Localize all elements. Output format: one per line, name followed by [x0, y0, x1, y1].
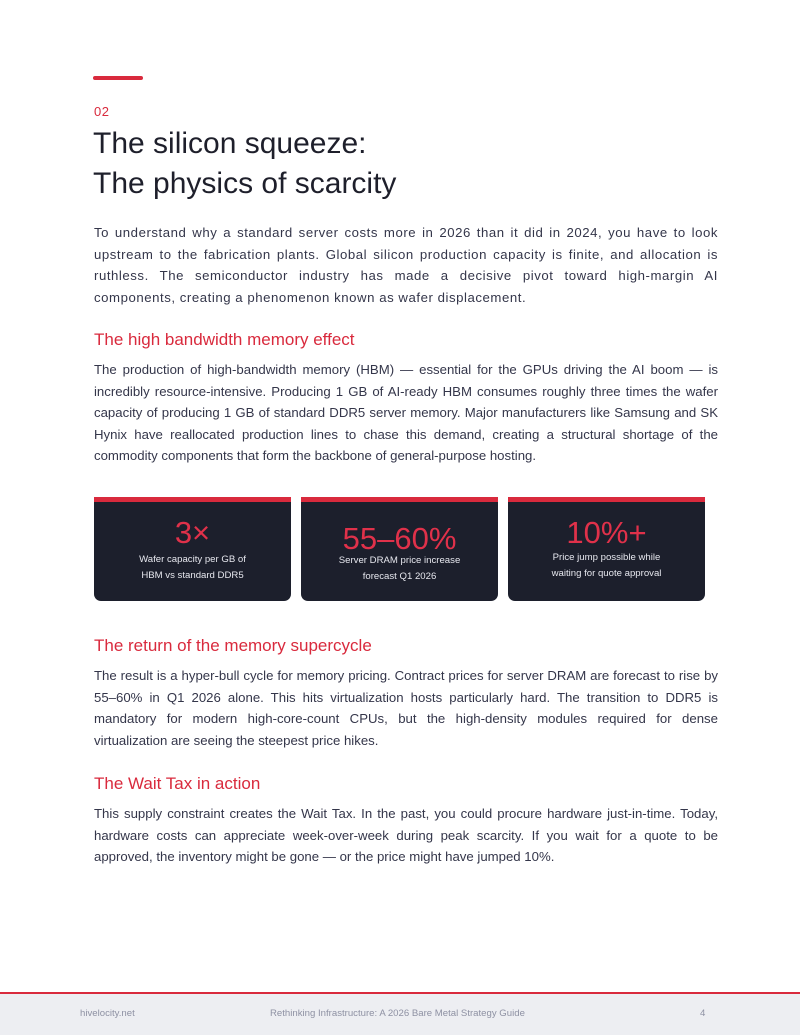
- stat-cards: [94, 497, 706, 601]
- title-line-2: The physics of scarcity: [93, 167, 397, 200]
- stat-caption: Price jump possible while waiting for quote approval: [551, 552, 662, 579]
- stat-card: [301, 497, 498, 601]
- stat-value: 3×: [174, 515, 211, 550]
- stat-caption: Wafer capacity per GB of HBM vs standard DDR5: [139, 554, 246, 581]
- supercycle-paragraph: The result is a hyper-bull cycle for memory pricing. Contract prices for server DRAM are forecast to rise by 55–60% in Q1 2026 alone. This hits virtualization hosts particularly hard. The transition to DDR5 is mandatory for modern high-core-count CPUs, but the high-density modules required for dense virtualization are seeing the steepest price hikes.: [94, 668, 718, 748]
- stat-card: [94, 497, 291, 601]
- supercycle-heading: The return of the memory supercycle: [94, 636, 372, 655]
- stat-value: 55–60%: [342, 521, 457, 556]
- stat-value: 10%+: [566, 515, 647, 550]
- footer-page-number: 4: [700, 1008, 706, 1019]
- wait-tax-paragraph: This supply constraint creates the Wait Tax. In the past, you could procure hardware just-in-time. Today, hardware costs can appreciate week-over-week during peak scarcity. If you wait for a quote to be approved, the inventory might be gone — or the price might have jumped 10%.: [94, 806, 718, 864]
- section-number: 02: [94, 104, 110, 119]
- page-title: [93, 124, 733, 204]
- footer-site-link[interactable]: hivelocity.net: [80, 1008, 135, 1019]
- page-footer: [0, 992, 800, 1035]
- footer-document-title: Rethinking Infrastructure: A 2026 Bare Metal Strategy Guide: [270, 1008, 525, 1019]
- hbm-paragraph: The production of high-bandwidth memory (HBM) — essential for the GPUs driving the AI boom — is incredibly resource-intensive. Producing 1 GB of AI-ready HBM consumes roughly three times the wafer capacity of producing 1 GB of standard DDR5 server memory. Major manufacturers like Samsung and SK Hynix have reallocated production lines to chase this demand, creating a structural shortage of the commodity components that form the backbone of general-purpose hosting.: [94, 362, 718, 463]
- stat-caption: Server DRAM price increase forecast Q1 2026: [338, 555, 461, 582]
- wait-tax-heading: The Wait Tax in action: [94, 774, 261, 793]
- title-line-1: The silicon squeeze:: [93, 127, 367, 160]
- stat-card: [508, 497, 705, 601]
- intro-paragraph: To understand why a standard server costs more in 2026 than it did in 2024, you have to look upstream to the fabrication plants. Global silicon production capacity is finite, and allocation is ruthless. The semiconductor industry has made a decisive pivot toward high-margin AI components, creating a phenomenon known as wafer displacement.: [94, 225, 718, 305]
- hbm-heading: The high bandwidth memory effect: [94, 330, 355, 349]
- section-accent-bar: [93, 76, 143, 80]
